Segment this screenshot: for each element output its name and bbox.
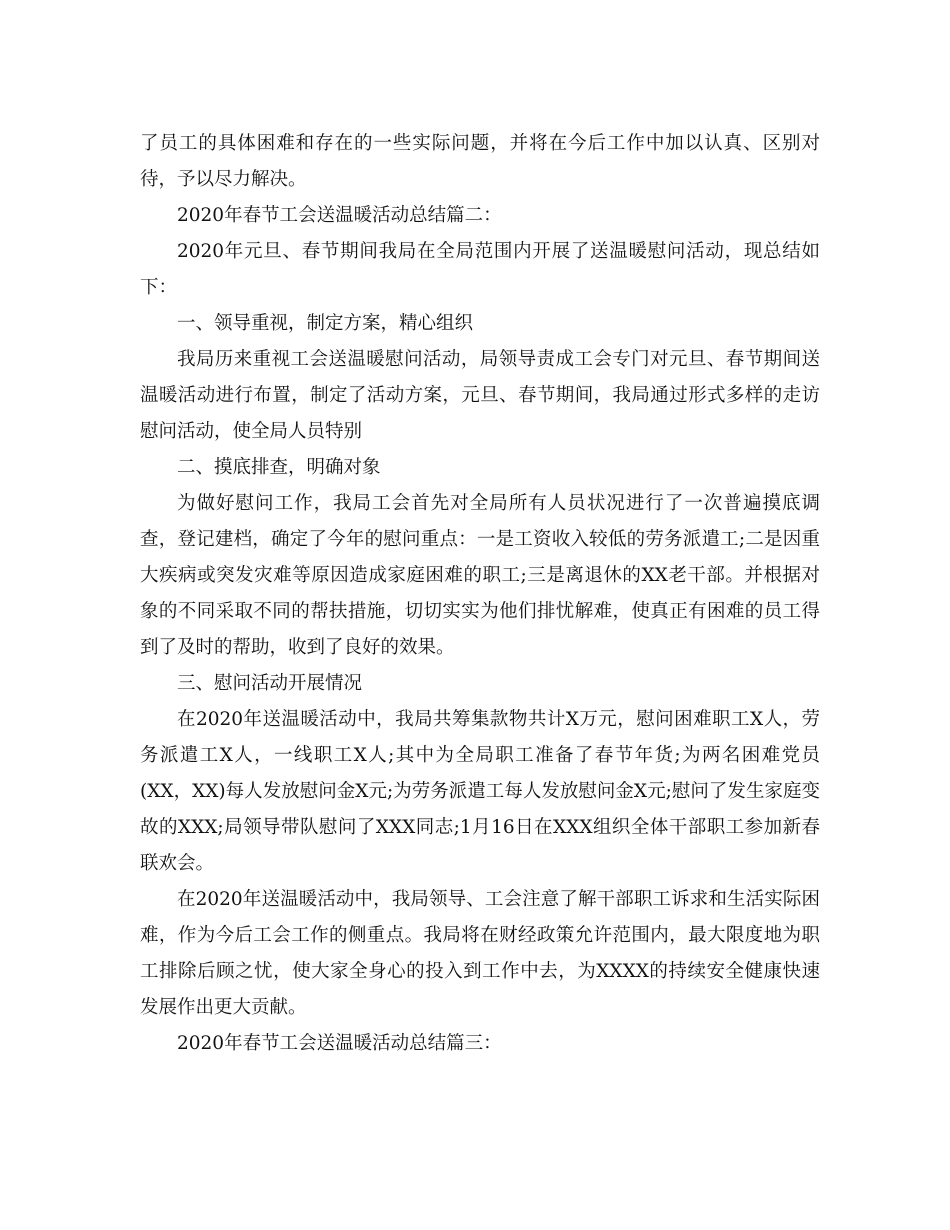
section-heading-part-two: 2020年春节工会送温暖活动总结篇二：	[177, 205, 502, 226]
paragraph-activities: 在2020年送温暖活动中，我局共筹集款物共计X万元，慰问困难职工X人，劳务派遣工X人，一线职工X人;其中为全局职工准备了春节年货;为两名困难党员(XX，XX)每人发放慰问金X元;为劳务派遣工每人发放慰问金X元;慰问了发生家庭变故的XXX;局领导带队慰问了XXX同志;1月16日在XXX组织全体干部职工参加新春联欢会。	[140, 709, 820, 874]
section-heading-part-three: 2020年春节工会送温暖活动总结篇三：	[177, 1033, 502, 1054]
subheading-one: 一、领导重视，制定方案，精心组织	[177, 313, 474, 334]
paragraph-survey: 为做好慰问工作，我局工会首先对全局所有人员状况进行了一次普遍摸底调查，登记建档，确定了今年的慰问重点：一是工资收入较低的劳务派遣工;二是因重大疾病或突发灾难等原因造成家庭困难的职工;三是离退休的XX老干部。并根据对象的不同采取不同的帮扶措施，切切实实为他们排忧解难，使真正有困难的员工得到了及时的帮助，收到了良好的效果。	[140, 493, 820, 658]
paragraph-intro: 2020年元旦、春节期间我局在全局范围内开展了送温暖慰问活动，现总结如下：	[140, 241, 820, 298]
subheading-three: 三、慰问活动开展情况	[177, 673, 363, 694]
subheading-two: 二、摸底排查，明确对象	[177, 457, 381, 478]
paragraph-conclusion: 在2020年送温暖活动中，我局领导、工会注意了解干部职工诉求和生活实际困难，作为今后工会工作的侧重点。我局将在财经政策允许范围内，最大限度地为职工排除后顾之忧，使大家全身心的投入到工作中去，为XXXX的持续安全健康快速发展作出更大贡献。	[140, 889, 820, 1018]
paragraph-continuation: 了员工的具体困难和存在的一些实际问题，并将在今后工作中加以认真、区别对待，予以尽力解决。	[140, 133, 820, 190]
paragraph-leadership: 我局历来重视工会送温暖慰问活动，局领导责成工会专门对元旦、春节期间送温暖活动进行布置，制定了活动方案，元旦、春节期间，我局通过形式多样的走访慰问活动，使全局人员特别	[140, 349, 820, 442]
document-body	[140, 126, 820, 1062]
